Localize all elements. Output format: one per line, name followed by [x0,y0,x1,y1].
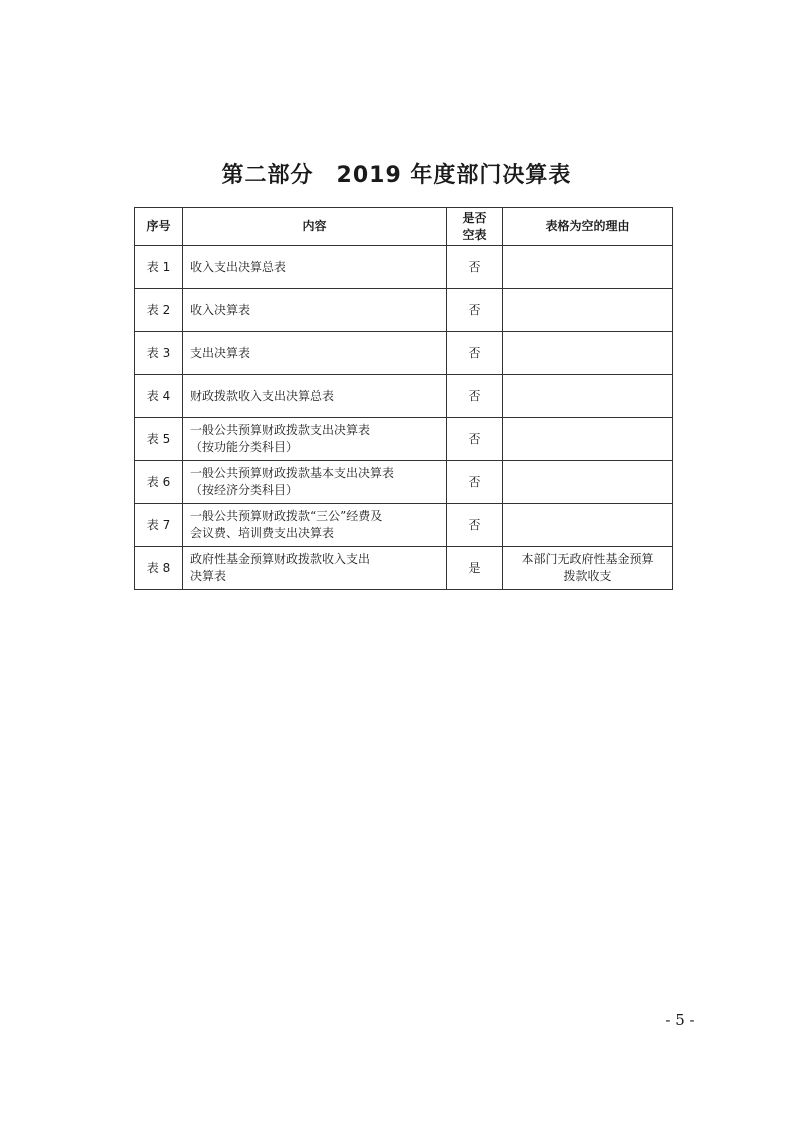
cell-content [183,418,447,461]
table-row [135,504,673,547]
cell-content-line: 一般公共预算财政拨款基本支出决算表 [190,466,395,480]
table-header-row [135,208,673,246]
header-is-empty-line2: 空表 [462,227,487,242]
table-row [135,246,673,289]
cell-reason-line: 拨款收支 [563,569,612,583]
header-content: 内容 [183,208,447,246]
cell-seq: 表 3 [135,332,183,375]
cell-reason [503,547,673,590]
cell-reason [503,418,673,461]
cell-is-empty: 是 [447,547,503,590]
cell-seq: 表 1 [135,246,183,289]
cell-content-line: 政府性基金预算财政拨款收入支出 [190,552,371,566]
cell-is-empty: 否 [447,418,503,461]
cell-content [183,375,447,418]
cell-seq: 表 7 [135,504,183,547]
cell-is-empty: 否 [447,375,503,418]
cell-content [183,547,447,590]
cell-seq: 表 6 [135,461,183,504]
cell-reason [503,332,673,375]
table-row [135,375,673,418]
cell-is-empty: 否 [447,504,503,547]
cell-content [183,246,447,289]
header-seq: 序号 [135,208,183,246]
cell-content-line: 一般公共预算财政拨款“三公”经费及 [190,509,383,523]
cell-content-line: 决算表 [190,569,227,583]
cell-content-line: 会议费、培训费支出决算表 [190,526,335,540]
budget-table-list [134,207,673,590]
header-is-empty-line1: 是否 [462,210,487,225]
table-row [135,461,673,504]
cell-content-line: 收入决算表 [190,302,251,317]
cell-content-line: （按功能分类科目） [190,440,299,454]
cell-is-empty: 否 [447,332,503,375]
cell-is-empty: 否 [447,461,503,504]
cell-seq: 表 5 [135,418,183,461]
table-row [135,289,673,332]
cell-is-empty: 否 [447,289,503,332]
cell-reason [503,246,673,289]
cell-content [183,504,447,547]
cell-is-empty: 否 [447,246,503,289]
table-row [135,547,673,590]
cell-reason [503,461,673,504]
cell-reason [503,375,673,418]
page-title: 第二部分 2019 年度部门决算表 [221,162,572,188]
cell-content-line: 支出决算表 [190,345,251,360]
cell-reason [503,289,673,332]
cell-content-line: 财政拨款收入支出决算总表 [190,388,335,403]
header-reason: 表格为空的理由 [503,208,673,246]
cell-content-line: （按经济分类科目） [190,483,299,497]
table-row [135,418,673,461]
cell-content [183,332,447,375]
cell-content-line: 一般公共预算财政拨款支出决算表 [190,423,371,437]
cell-reason-line: 本部门无政府性基金预算 [521,552,654,566]
cell-seq: 表 4 [135,375,183,418]
cell-seq: 表 2 [135,289,183,332]
cell-content [183,289,447,332]
cell-content [183,461,447,504]
cell-content-line: 收入支出决算总表 [190,259,287,274]
table-body [135,246,673,590]
cell-seq: 表 8 [135,547,183,590]
table-row [135,332,673,375]
header-is-empty [447,208,503,246]
page-number: - 5 - [665,1011,695,1029]
cell-reason [503,504,673,547]
